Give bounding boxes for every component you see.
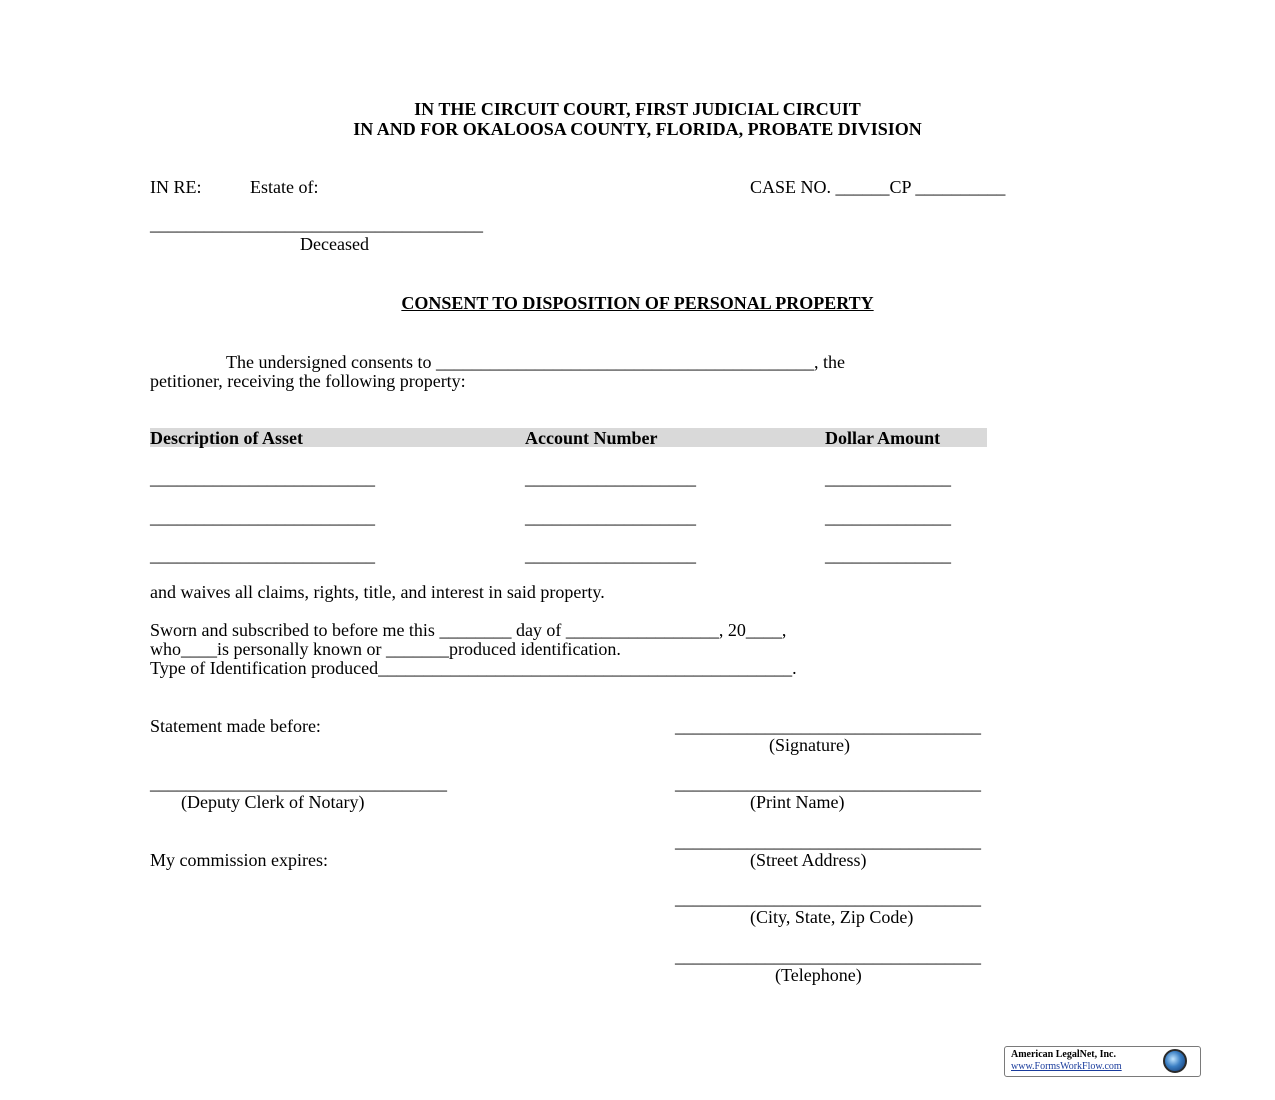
statement-made-before-label: Statement made before:	[150, 716, 321, 736]
city-state-zip-line[interactable]: __________________________________	[675, 888, 981, 908]
col-header-description: Description of Asset	[150, 428, 303, 448]
dollar-amount-field[interactable]: ______________	[825, 507, 951, 527]
deceased-label: Deceased	[300, 234, 369, 254]
street-address-line[interactable]: __________________________________	[675, 831, 981, 851]
dollar-amount-field[interactable]: ______________	[825, 468, 951, 488]
globe-icon	[1163, 1049, 1187, 1073]
account-number-field[interactable]: ___________________	[525, 545, 696, 565]
dollar-amount-field[interactable]: ______________	[825, 545, 951, 565]
document-title: CONSENT TO DISPOSITION OF PERSONAL PROPERTY	[401, 293, 874, 313]
col-header-account: Account Number	[525, 428, 658, 448]
telephone-line[interactable]: __________________________________	[675, 946, 981, 966]
consent-line-1[interactable]: The undersigned consents to __________________________________________, the	[226, 352, 845, 372]
signature-label: (Signature)	[769, 735, 850, 755]
col-header-amount: Dollar Amount	[825, 428, 941, 448]
account-number-field[interactable]: ___________________	[525, 507, 696, 527]
asset-description-field[interactable]: _________________________	[150, 507, 375, 527]
sworn-line-1[interactable]: Sworn and subscribed to before me this ________ day of _________________, 20____,	[150, 620, 787, 640]
case-number-field[interactable]: CASE NO. ______CP __________	[750, 177, 1006, 197]
logo-company-name: American LegalNet, Inc.	[1011, 1049, 1116, 1060]
print-name-line[interactable]: __________________________________	[675, 773, 981, 793]
asset-description-field[interactable]: _________________________	[150, 468, 375, 488]
consent-line-2: petitioner, receiving the following property:	[150, 371, 466, 391]
asset-description-field[interactable]: _________________________	[150, 545, 375, 565]
account-number-field[interactable]: ___________________	[525, 468, 696, 488]
print-name-label: (Print Name)	[750, 792, 845, 812]
city-state-zip-label: (City, State, Zip Code)	[750, 907, 914, 927]
commission-expires-label: My commission expires:	[150, 850, 328, 870]
in-re-label: IN RE:	[150, 177, 202, 197]
logo-url-link[interactable]: www.FormsWorkFlow.com	[1011, 1061, 1122, 1072]
notary-label: (Deputy Clerk of Notary)	[181, 792, 365, 812]
estate-of-label: Estate of:	[250, 177, 319, 197]
street-address-label: (Street Address)	[750, 850, 867, 870]
sworn-line-2[interactable]: who____is personally known or _______produced identification.	[150, 639, 621, 659]
court-header-line2: IN AND FOR OKALOOSA COUNTY, FLORIDA, PROBATE DIVISION	[353, 119, 922, 139]
telephone-label: (Telephone)	[775, 965, 862, 985]
american-legalnet-logo[interactable]	[1004, 1046, 1201, 1077]
identification-type-line[interactable]: Type of Identification produced______________________________________________.	[150, 658, 797, 678]
decedent-name-blank[interactable]: _____________________________________	[150, 214, 483, 234]
notary-signature-line[interactable]: _________________________________	[150, 773, 447, 793]
waiver-text: and waives all claims, rights, title, and interest in said property.	[150, 582, 605, 602]
signature-line[interactable]: __________________________________	[675, 716, 981, 736]
court-header-line1: IN THE CIRCUIT COURT, FIRST JUDICIAL CIRCUIT	[414, 99, 861, 119]
